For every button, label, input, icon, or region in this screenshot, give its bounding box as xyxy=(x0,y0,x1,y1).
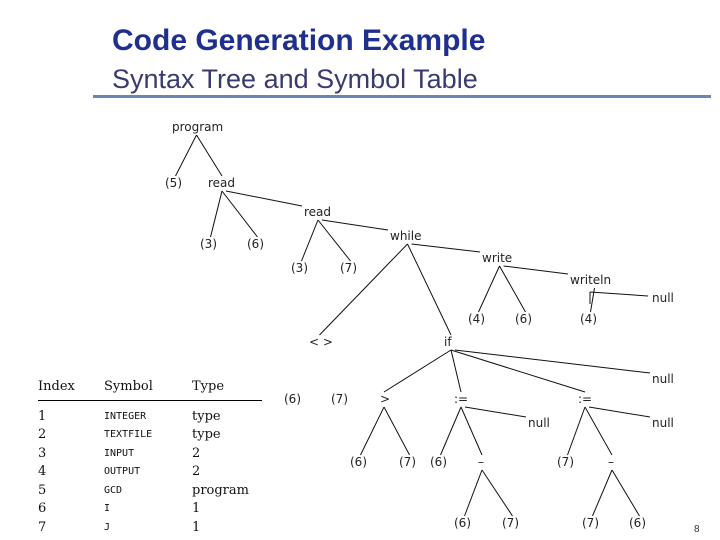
tree-node-r2_7: (7) xyxy=(340,261,357,275)
tree-node-while: while xyxy=(390,229,422,243)
tree-node-w_6: (6) xyxy=(515,312,532,326)
tree-edge xyxy=(612,470,640,516)
tree-edge xyxy=(500,266,526,312)
tree-edge xyxy=(384,407,410,455)
tree-node-null4: null xyxy=(652,416,674,430)
tree-edge xyxy=(302,220,319,261)
sibling-link xyxy=(589,407,650,417)
sibling-link xyxy=(226,191,302,206)
row-index: 1 xyxy=(38,408,47,424)
symbol-table xyxy=(38,375,262,537)
row-type: type xyxy=(192,408,221,424)
row-symbol: TEXTFILE xyxy=(104,429,153,441)
tree-node-a1_6: (6) xyxy=(430,455,447,469)
tree-edge xyxy=(479,266,500,312)
tree-node-asg2: := xyxy=(578,392,593,406)
table-row xyxy=(38,481,262,500)
tree-edge xyxy=(222,191,258,237)
tree-edge xyxy=(197,135,223,176)
tree-node-if: if xyxy=(444,335,452,349)
row-index: 5 xyxy=(38,482,47,498)
row-index: 7 xyxy=(38,519,47,535)
tree-node-writeln: writeln xyxy=(570,273,612,287)
tree-edge xyxy=(585,407,612,455)
table-row xyxy=(38,401,262,426)
tree-node-ne: < > xyxy=(309,335,333,349)
tree-node-null1: null xyxy=(652,291,674,305)
slide-subtitle: Syntax Tree and Symbol Table xyxy=(112,64,478,94)
sibling-link xyxy=(504,266,569,274)
tree-node-read2: read xyxy=(304,205,332,219)
tree-node-asg1: := xyxy=(454,392,469,406)
header-symbol: Symbol xyxy=(104,375,192,401)
row-type: 2 xyxy=(192,445,201,461)
tree-node-r1_3: (3) xyxy=(200,237,217,251)
sibling-link xyxy=(412,244,481,252)
page-number: 8 xyxy=(694,524,700,535)
tree-node-gt: > xyxy=(380,392,391,406)
tree-node-wl_4: (4) xyxy=(580,312,597,326)
row-symbol: INTEGER xyxy=(104,410,147,422)
table-row xyxy=(38,500,262,519)
row-symbol: I xyxy=(104,503,111,515)
tree-node-m1_7: (7) xyxy=(502,516,519,530)
tree-node-m2_6: (6) xyxy=(629,516,646,530)
sibling-link xyxy=(590,292,648,296)
tree-node-p5: (5) xyxy=(165,176,182,190)
tree-node-m1_6: (6) xyxy=(454,516,471,530)
tree-edge xyxy=(320,244,408,335)
row-symbol: GCD xyxy=(104,484,123,496)
table-row xyxy=(38,463,262,482)
tree-node-w_4: (4) xyxy=(468,312,485,326)
tree-edge xyxy=(451,350,461,392)
tree-node-gt_7: (7) xyxy=(399,455,416,469)
tree-node-read1: read xyxy=(208,176,236,190)
tree-edge xyxy=(176,135,197,176)
tree-edge xyxy=(482,470,513,516)
row-symbol: OUTPUT xyxy=(104,466,141,478)
row-type: program xyxy=(192,482,249,498)
sibling-link xyxy=(465,407,526,417)
tree-node-a2_7: (7) xyxy=(557,455,574,469)
row-symbol: INPUT xyxy=(104,447,135,459)
tree-node-ne_6: (6) xyxy=(284,392,301,406)
row-type: 2 xyxy=(192,464,201,480)
tree-node-null2: null xyxy=(652,372,674,386)
table-row xyxy=(38,426,262,445)
table-row xyxy=(38,444,262,463)
row-type: type xyxy=(192,427,221,443)
table-row xyxy=(38,518,262,537)
tree-node-m2_7: (7) xyxy=(582,516,599,530)
tree-edge xyxy=(465,470,483,516)
tree-edge xyxy=(568,407,586,455)
tree-node-r2_3: (3) xyxy=(291,261,308,275)
tree-edge xyxy=(461,407,482,455)
tree-node-minus2: – xyxy=(608,455,614,469)
row-index: 2 xyxy=(38,427,47,443)
sibling-link xyxy=(455,350,650,373)
symbol-table-header-row xyxy=(38,375,262,401)
tree-node-ne_7: (7) xyxy=(331,392,348,406)
tree-edge xyxy=(451,350,585,392)
slide-title: Code Generation Example xyxy=(112,24,486,57)
tree-edge xyxy=(361,407,385,455)
sibling-link xyxy=(322,220,388,230)
tree-edge xyxy=(441,407,462,455)
tree-node-minus1: – xyxy=(478,455,484,469)
tree-edge xyxy=(318,220,351,261)
header-index: Index xyxy=(38,375,104,401)
tree-node-gt_6: (6) xyxy=(350,455,367,469)
row-symbol: J xyxy=(104,521,111,533)
row-index: 3 xyxy=(38,445,47,461)
tree-edge xyxy=(593,470,613,516)
row-index: 6 xyxy=(38,501,47,517)
tree-node-write: write xyxy=(482,251,513,265)
tree-node-null3: null xyxy=(528,416,550,430)
row-type: 1 xyxy=(192,501,201,517)
tree-edge xyxy=(384,350,451,392)
tree-edge xyxy=(211,191,223,237)
row-type: 1 xyxy=(192,519,201,535)
tree-node-program: program xyxy=(172,120,224,134)
tree-node-r1_6: (6) xyxy=(247,237,264,251)
header-type: Type xyxy=(192,375,262,401)
row-index: 4 xyxy=(38,464,47,480)
tree-edge xyxy=(408,244,452,335)
